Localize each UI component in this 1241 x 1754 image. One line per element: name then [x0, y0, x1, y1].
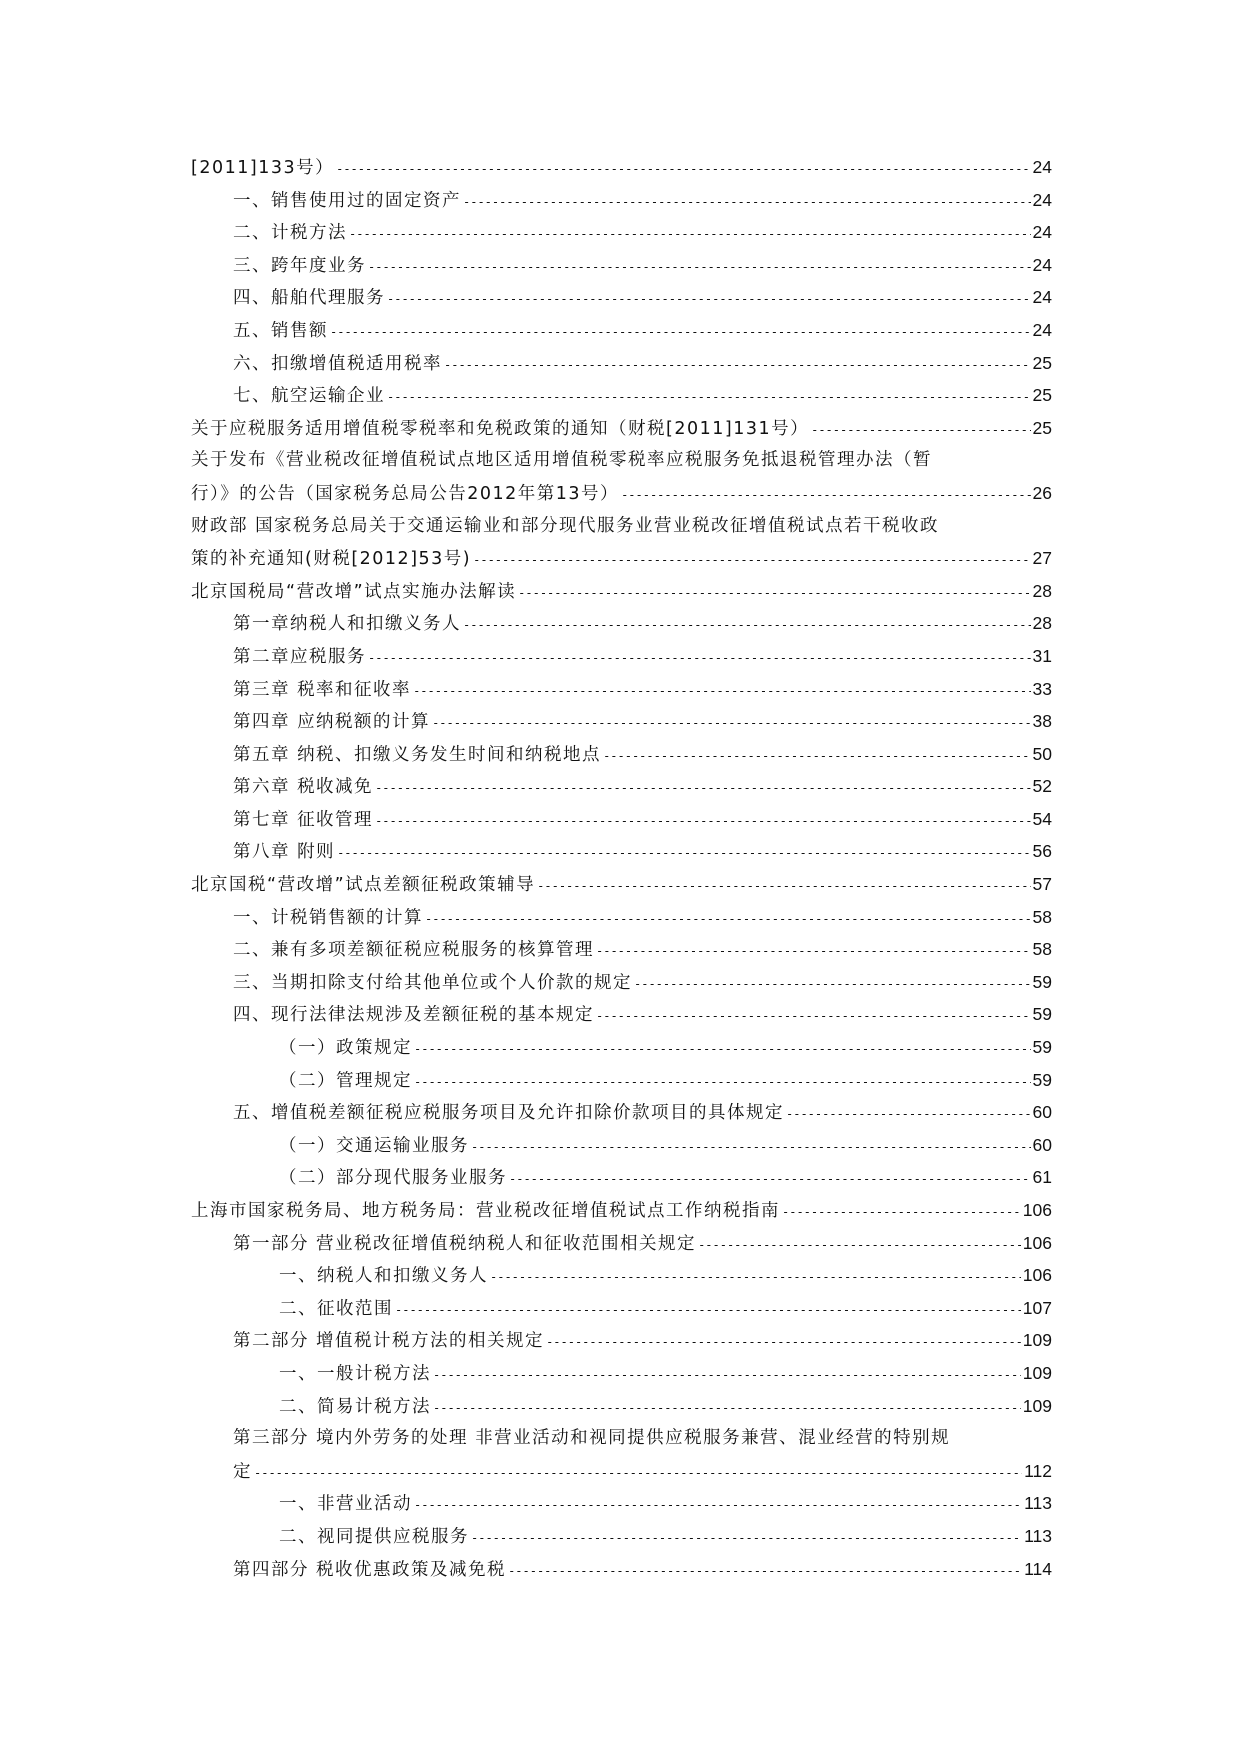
- toc-entry[interactable]: [191, 542, 1052, 575]
- toc-page-number: 24: [1032, 254, 1052, 275]
- toc-entry[interactable]: [191, 412, 1052, 445]
- toc-entry[interactable]: [191, 1064, 1052, 1097]
- toc-page-number: 59: [1032, 1037, 1052, 1058]
- toc-dot-leader: [782, 1196, 1021, 1229]
- toc-dot-leader: [537, 870, 1030, 903]
- toc-entry[interactable]: [191, 1520, 1052, 1553]
- toc-entry[interactable]: [191, 966, 1052, 999]
- toc-entry-title: 关于发布《营业税改征增值税试点地区适用增值税零税率应税服务免抵退税管理办法（暂: [191, 450, 932, 471]
- toc-entry[interactable]: [191, 1390, 1052, 1423]
- toc-dot-leader: [433, 1392, 1021, 1425]
- toc-entry[interactable]: [191, 673, 1052, 706]
- toc-entry[interactable]: [191, 998, 1052, 1031]
- toc-entry-title: 二、征收范围: [279, 1298, 393, 1319]
- toc-page-number: 61: [1032, 1167, 1052, 1188]
- toc-entry[interactable]: [191, 770, 1052, 803]
- toc-page-number: 38: [1032, 711, 1052, 732]
- toc-dot-leader: [387, 283, 1031, 316]
- toc-dot-leader: [432, 707, 1030, 740]
- toc-page-number: 114: [1024, 1558, 1052, 1579]
- toc-entry-title: 二、兼有多项差额征税应税服务的核算管理: [233, 940, 594, 961]
- toc-dot-leader: [634, 968, 1031, 1001]
- toc-entry-title: 七、航空运输企业: [233, 386, 385, 407]
- toc-dot-leader: [337, 837, 1030, 870]
- toc-entry[interactable]: [191, 1357, 1052, 1390]
- toc-entry-title: 关于应税服务适用增值税零税率和免税政策的通知（财税[2011]131号）: [191, 418, 810, 439]
- toc-page-number: 113: [1024, 1525, 1052, 1546]
- toc-entry[interactable]: [191, 1487, 1052, 1520]
- toc-entry-title: [2011]133号）: [191, 158, 335, 178]
- toc-entry-title: 财政部 国家税务总局关于交通运输业和部分现代服务业营业税改征增值税试点若干税收政: [191, 515, 940, 536]
- toc-page-number: 57: [1032, 874, 1052, 895]
- toc-page-number: 24: [1032, 222, 1052, 243]
- toc-entry-title: 上海市国家税务局、地方税务局：营业税改征增值税试点工作纳税指南: [191, 1201, 780, 1221]
- toc-dot-leader: [387, 381, 1031, 414]
- toc-dot-leader: [368, 251, 1031, 284]
- toc-entry[interactable]: [191, 1455, 1052, 1488]
- toc-dot-leader: [375, 772, 1030, 805]
- toc-dot-leader: [463, 609, 1031, 642]
- toc-entry[interactable]: [191, 1292, 1052, 1325]
- toc-entry-title: 二、计税方法: [233, 223, 347, 244]
- toc-entry-title: 第六章 税收减免: [233, 777, 374, 798]
- toc-dot-leader: [596, 935, 1031, 968]
- toc-entry[interactable]: [191, 347, 1052, 380]
- toc-entry[interactable]: [191, 1324, 1052, 1357]
- toc-entry-title: （二）管理规定: [279, 1070, 412, 1091]
- toc-page-number: 106: [1022, 1232, 1052, 1253]
- toc-entry[interactable]: [191, 1161, 1052, 1194]
- toc-page-number: 109: [1022, 1362, 1052, 1383]
- toc-entry[interactable]: [191, 1194, 1052, 1227]
- toc-entry[interactable]: [191, 933, 1052, 966]
- toc-page-number: 25: [1032, 385, 1052, 406]
- toc-page-number: 28: [1032, 580, 1052, 601]
- toc-entry[interactable]: [191, 151, 1052, 184]
- toc-page-number: 24: [1032, 287, 1052, 308]
- toc-dot-leader: [509, 1163, 1031, 1196]
- toc-entry[interactable]: [191, 477, 1052, 510]
- toc-entry[interactable]: [191, 281, 1052, 314]
- toc-entry-title: 策的补充通知(财税[2012]53号): [191, 549, 472, 570]
- toc-dot-leader: [546, 1326, 1021, 1359]
- toc-entry-title: 行）》的公告（国家税务总局公告2012年第13号）: [191, 483, 620, 504]
- toc-entry-title: （一）交通运输业服务: [279, 1135, 469, 1156]
- toc-page-number: 59: [1032, 1004, 1052, 1025]
- toc-dot-leader: [414, 1066, 1031, 1099]
- toc-dot-leader: [471, 1522, 1022, 1555]
- toc-entry-title: 第四章 应纳税额的计算: [233, 712, 431, 733]
- toc-dot-leader: [473, 544, 1030, 577]
- toc-dot-leader: [518, 577, 1030, 610]
- toc-dot-leader: [596, 1000, 1031, 1033]
- toc-page-number: 109: [1022, 1395, 1052, 1416]
- toc-entry-title: 一、销售使用过的固定资产: [233, 190, 461, 211]
- toc-entry[interactable]: [191, 1096, 1052, 1129]
- toc-dot-leader: [395, 1294, 1021, 1327]
- toc-page-number: 24: [1032, 319, 1052, 340]
- toc-entry[interactable]: [191, 510, 1052, 543]
- toc-entry-title: 二、视同提供应税服务: [279, 1526, 469, 1547]
- toc-entry[interactable]: [191, 607, 1052, 640]
- toc-entry-title: 第三章 税率和征收率: [233, 679, 412, 700]
- toc-dot-leader: [414, 1033, 1031, 1066]
- toc-entry-title: 北京国税“营改增”试点差额征税政策辅导: [191, 875, 536, 896]
- toc-entry[interactable]: [191, 1129, 1052, 1162]
- toc-entry[interactable]: [191, 575, 1052, 608]
- toc-page-number: 109: [1022, 1330, 1052, 1351]
- toc-entry[interactable]: [191, 868, 1052, 901]
- toc-dot-leader: [444, 349, 1031, 382]
- toc-page-number: 50: [1032, 743, 1052, 764]
- toc-dot-leader: [336, 153, 1030, 186]
- toc-entry[interactable]: [191, 216, 1052, 249]
- toc-entry-title: 第一章纳税人和扣缴义务人: [233, 614, 461, 635]
- toc-entry-title: 二、简易计税方法: [279, 1396, 431, 1417]
- toc-entry-title: 一、计税销售额的计算: [233, 907, 423, 928]
- toc-dot-leader: [811, 414, 1030, 447]
- toc-dot-leader: [414, 1489, 1022, 1522]
- toc-page-number: 27: [1032, 548, 1052, 569]
- toc-entry[interactable]: [191, 738, 1052, 771]
- toc-entry[interactable]: [191, 1259, 1052, 1292]
- toc-page-number: 56: [1032, 841, 1052, 862]
- toc-page-number: 54: [1032, 808, 1052, 829]
- toc-dot-leader: [508, 1555, 1022, 1588]
- toc-page-number: 52: [1032, 776, 1052, 797]
- toc-entry[interactable]: [191, 705, 1052, 738]
- toc-entry-title: 北京国税局“营改增”试点实施办法解读: [191, 581, 517, 602]
- toc-entry-title: 第四部分 税收优惠政策及减免税: [233, 1559, 507, 1580]
- toc-dot-leader: [698, 1229, 1021, 1262]
- toc-dot-leader: [471, 1131, 1031, 1164]
- toc-page-number: 24: [1032, 189, 1052, 210]
- toc-page-number: 113: [1024, 1493, 1052, 1514]
- toc-entry-title: 第八章 附则: [233, 842, 336, 863]
- toc-entry-title: 三、跨年度业务: [233, 255, 366, 276]
- toc-entry-title: 一、一般计税方法: [279, 1363, 431, 1384]
- toc-entry-title: 五、销售额: [233, 320, 328, 341]
- toc-dot-leader: [786, 1098, 1031, 1131]
- toc-page-number: 33: [1032, 678, 1052, 699]
- toc-dot-leader: [375, 805, 1030, 838]
- toc-entry[interactable]: [191, 901, 1052, 934]
- toc-entry-title: 三、当期扣除支付给其他单位或个人价款的规定: [233, 972, 632, 993]
- toc-entry-title: 第二章应税服务: [233, 646, 366, 667]
- toc-entry[interactable]: [191, 1553, 1052, 1586]
- toc-dot-leader: [330, 316, 1031, 349]
- toc-page-number: 60: [1032, 1134, 1052, 1155]
- toc-page-number: 106: [1022, 1265, 1052, 1286]
- toc-entry-title: 四、现行法律法规涉及差额征税的基本规定: [233, 1005, 594, 1026]
- toc-dot-leader: [603, 740, 1030, 773]
- toc-page-number: 25: [1032, 417, 1052, 438]
- toc-entry[interactable]: [191, 379, 1052, 412]
- toc-entry-title: 定: [233, 1461, 252, 1482]
- toc-entry-title: 第七章 征收管理: [233, 809, 374, 830]
- toc-page-number: 112: [1024, 1460, 1052, 1481]
- toc-entry-title: 第三部分 境内外劳务的处理 非营业活动和视同提供应税服务兼营、混业经营的特别规: [233, 1428, 951, 1449]
- toc-page-number: 26: [1032, 482, 1052, 503]
- toc-entry[interactable]: [191, 249, 1052, 282]
- toc-page-number: 60: [1032, 1102, 1052, 1123]
- toc-page-number: 31: [1032, 645, 1052, 666]
- toc-entry-title: 第二部分 增值税计税方法的相关规定: [233, 1331, 545, 1352]
- toc-entry-title: （一）政策规定: [279, 1038, 412, 1059]
- toc-page-number: 25: [1032, 352, 1052, 373]
- toc-page-number: 24: [1032, 157, 1052, 177]
- toc-page-number: 58: [1032, 939, 1052, 960]
- toc-entry[interactable]: [191, 835, 1052, 868]
- toc-page-number: 106: [1022, 1200, 1052, 1220]
- toc-entry-title: （二）部分现代服务业服务: [279, 1168, 507, 1189]
- toc-entry[interactable]: [191, 1031, 1052, 1064]
- toc-entry-title: 第五章 纳税、扣缴义务发生时间和纳税地点: [233, 744, 602, 765]
- toc-dot-leader: [425, 903, 1031, 936]
- toc-page-number: 28: [1032, 613, 1052, 634]
- toc-entry-title: 五、增值税差额征税应税服务项目及允许扣除价款项目的具体规定: [233, 1103, 784, 1124]
- toc-dot-leader: [621, 479, 1030, 512]
- toc-entry[interactable]: [191, 314, 1052, 347]
- toc-entry[interactable]: [191, 1422, 1052, 1455]
- toc-entry[interactable]: [191, 184, 1052, 217]
- toc-dot-leader: [254, 1457, 1022, 1490]
- toc-dot-leader: [490, 1261, 1021, 1294]
- toc-entry-title: 一、纳税人和扣缴义务人: [279, 1266, 488, 1287]
- toc-entry-title: 六、扣缴增值税适用税率: [233, 353, 442, 374]
- toc-page-number: 107: [1022, 1297, 1052, 1318]
- toc-entry[interactable]: [191, 640, 1052, 673]
- toc-dot-leader: [368, 642, 1031, 675]
- toc-entry-title: 四、船舶代理服务: [233, 288, 385, 309]
- toc-page-number: 59: [1032, 1069, 1052, 1090]
- toc-entry[interactable]: [191, 444, 1052, 477]
- toc-entry-title: 一、非营业活动: [279, 1494, 412, 1515]
- toc-entry[interactable]: [191, 1227, 1052, 1260]
- toc-entry[interactable]: [191, 803, 1052, 836]
- toc-page-number: 59: [1032, 971, 1052, 992]
- toc-entry-title: 第一部分 营业税改征增值税纳税人和征收范围相关规定: [233, 1233, 697, 1254]
- toc-dot-leader: [349, 218, 1031, 251]
- table-of-contents: [191, 151, 1052, 1585]
- toc-dot-leader: [433, 1359, 1021, 1392]
- toc-dot-leader: [463, 186, 1031, 219]
- toc-page-number: 58: [1032, 906, 1052, 927]
- toc-dot-leader: [413, 675, 1030, 708]
